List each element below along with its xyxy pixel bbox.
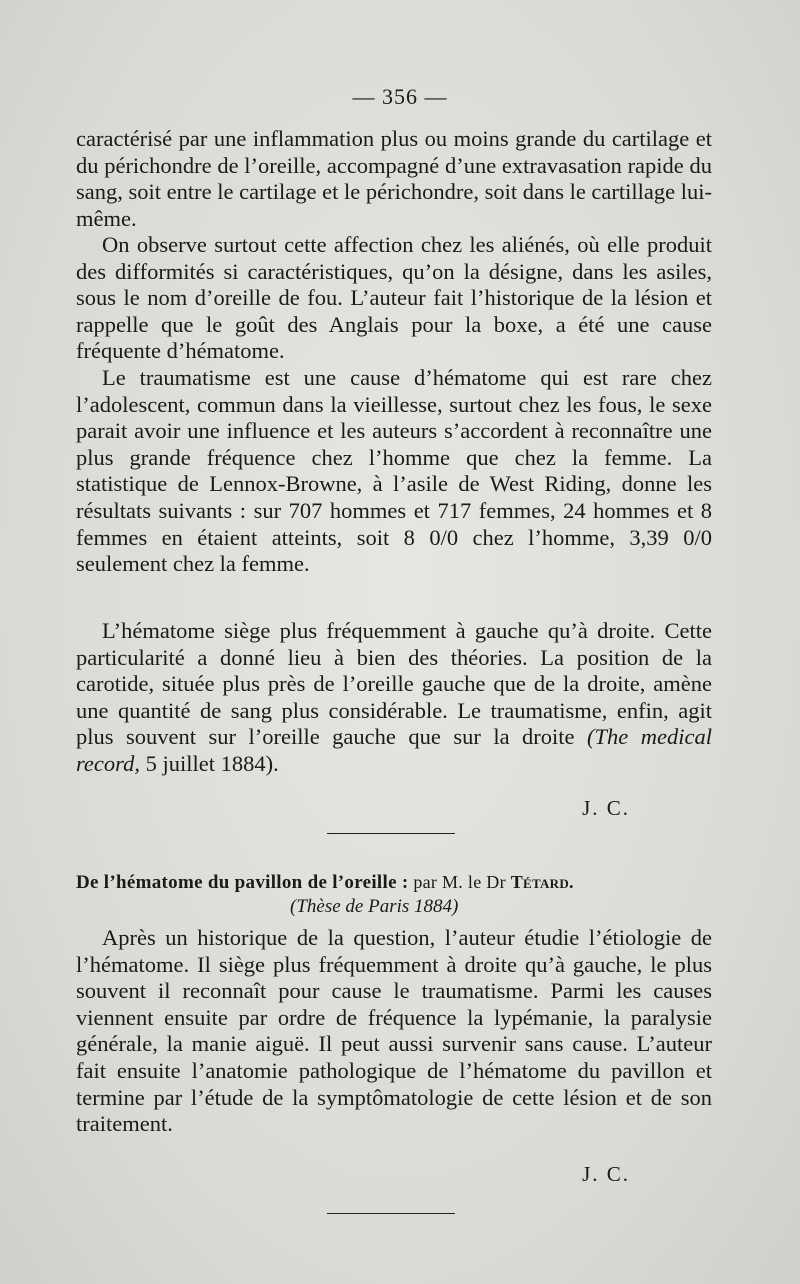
section-subtitle: (Thèse de Paris 1884) xyxy=(290,896,459,917)
paragraph-3: Le traumatisme est une cause d’hématome qui est rare chez l’adolescent, commun dans la vieillesse, surtout chez les fous, le sexe parait avoir une influence et les auteurs s’accordent à reconnaître une plus grande fréquence chez l’homme que chez la femme. La statistique de Lennox-Browne, à l’asile de West Riding, donne les résultats suivants : sur 707 hommes et 717 femmes, 24 hommes et 8 femmes en étaient atteints, soit 8 0/0 chez l’homme, 3,39 0/0 seulement chez la femme. xyxy=(76,365,712,577)
section-author: Tétard. xyxy=(510,872,574,892)
paragraph-5: Après un historique de la question, l’auteur étudie l’étiologie de l’hématome. Il siège plus fréquemment à droite qu’à gauche, le plus souvent il reconnaît pour cause le traumatisme. Parmi les causes viennent ensuite par ordre de fréquence la lypémanie, la paralysie générale, la manie aiguë. Il peut aussi survenir sans cause. L’auteur fait ensuite l’anatomie pathologique de l’hématome du pavillon et termine par l’étude de la symptômatologie de cette lésion et de son traitement. xyxy=(76,925,712,1137)
signature-initials: J. C. xyxy=(582,796,630,820)
section-divider-2 xyxy=(327,1213,455,1214)
page-number: — 356 — xyxy=(352,84,448,109)
citation-date: 5 juillet 1884). xyxy=(139,750,279,776)
section-by: par M. le Dr xyxy=(408,872,511,892)
section-title: De l’hématome du pavillon de l’oreille : xyxy=(76,872,409,893)
citation-journal: (The medical record, xyxy=(76,724,713,776)
paragraph-1: caractérisé par une inflammation plus ou moins grande du cartilage et du périchondre de l’oreille, accompagné d’une extravasation rapide du sang, soit entre le cartilage et le périchondre, soit dans le cartillage lui-même. xyxy=(76,126,712,231)
paragraph-2: On observe surtout cette affection chez les aliénés, où elle produit des difformités si caractéristiques, qu’on la désigne, dans les asiles, sous le nom d’oreille de fou. L’auteur fait l’historique de la lésion et rappelle que le goût des Anglais pour la boxe, a été une cause fréquente d’hématome. xyxy=(76,232,712,364)
signature-initials-2: J. C. xyxy=(582,1162,630,1186)
paragraph-4-text: L’hématome siège plus fréquemment à gauche qu’à droite. Cette particularité a donné lieu à bien des théories. La position de la carotide, située plus près de l’oreille gauche que de la droite, amène une quantité de sang plus considérable. Le traumatisme, enfin, agit plus souvent sur l’oreille gauche que sur la droite xyxy=(76,618,712,750)
section-divider xyxy=(327,833,455,834)
section-heading xyxy=(76,872,716,894)
paragraph-4 xyxy=(76,618,712,778)
